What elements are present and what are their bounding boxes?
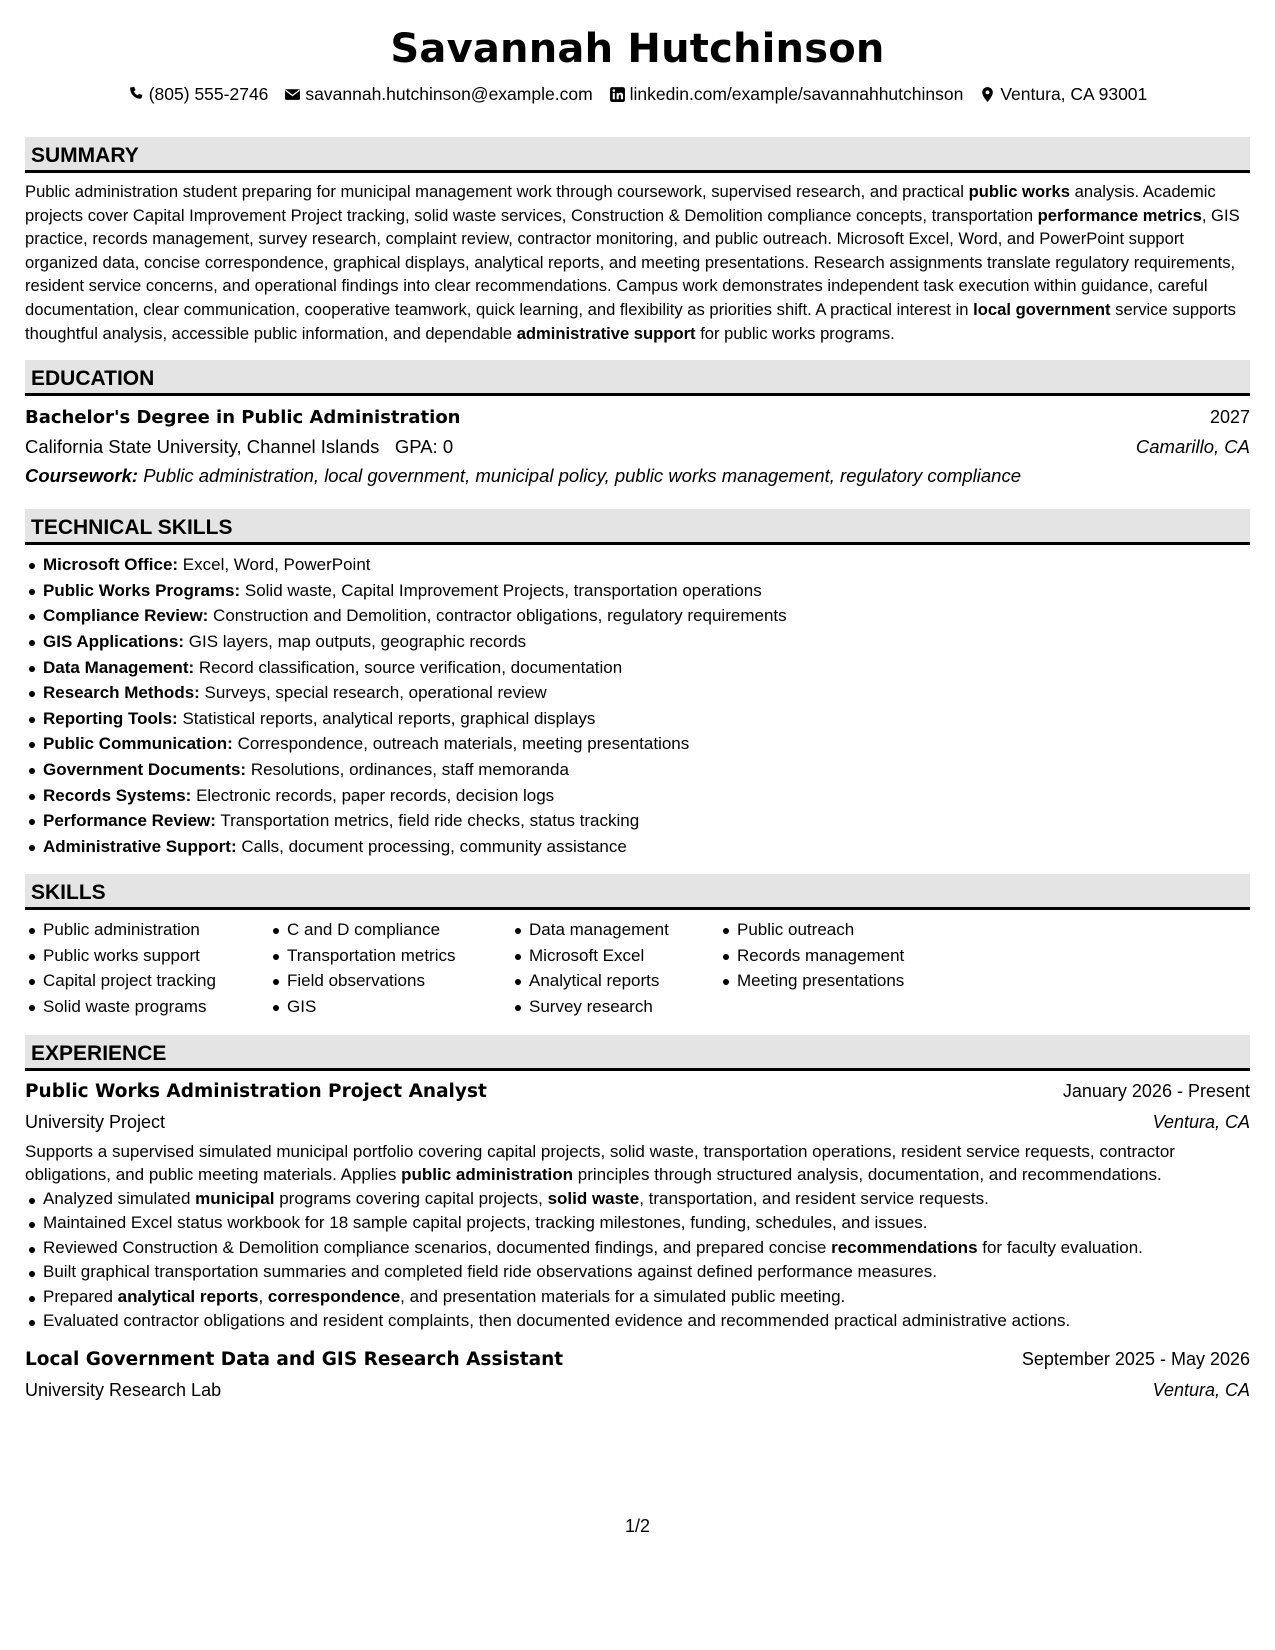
text-run: Evaluated contractor obligations and resident complaints, then documented evidence and recommended practical administrative actions. [43, 1311, 1071, 1331]
text-run: Analyzed simulated [43, 1188, 196, 1208]
technical-skill-item [43, 680, 1250, 706]
emphasis-text: correspondence [267, 1286, 401, 1306]
job-bullet [43, 1309, 1250, 1334]
skill-item: Public administration [43, 917, 269, 943]
technical-skill-item [43, 834, 1250, 860]
text-run: for public works programs. [695, 323, 895, 343]
contact-phone [128, 82, 269, 106]
candidate-name: Savannah Hutchinson [390, 26, 885, 72]
summary-text [25, 180, 1250, 345]
job-description [25, 1140, 1250, 1187]
skill-category: Research Methods: [43, 683, 200, 703]
skill-category: Government Documents: [43, 759, 247, 779]
school-name: California State University, Channel Islands [25, 436, 380, 458]
envelope-icon [284, 86, 301, 103]
skill-item: Records management [737, 943, 937, 969]
skill-details: Record classification, source verification, documentation [194, 657, 623, 677]
text-run: service supports thoughtful analysis, accessible public information, and dependable [25, 299, 1236, 343]
skill-item: Analytical reports [529, 968, 719, 994]
skill-category: Microsoft Office: [43, 555, 179, 575]
emphasis-text: administrative support [516, 323, 696, 343]
skill-item: Survey research [529, 994, 719, 1020]
school-location: Camarillo, CA [1135, 436, 1250, 458]
technical-skill-item [43, 706, 1250, 732]
emphasis-text: local government [973, 299, 1111, 319]
skill-category: Compliance Review: [43, 606, 209, 626]
job-location: Ventura, CA [1152, 1111, 1250, 1132]
job-bullet [43, 1187, 1250, 1212]
text-run: Reviewed Construction & Demolition compliance scenarios, documented findings, and prepared concise [43, 1237, 832, 1257]
summary-heading: SUMMARY [25, 137, 1250, 173]
phone-text: (805) 555-2746 [148, 84, 269, 104]
skill-category: Public Works Programs: [43, 580, 241, 600]
text-run: Prepared [43, 1286, 118, 1306]
skill-details: Excel, Word, PowerPoint [178, 555, 371, 575]
gpa: GPA: 0 [394, 436, 454, 458]
emphasis-text: public administration [401, 1165, 574, 1185]
contact-email[interactable] [284, 82, 592, 106]
skill-item: Field observations [287, 968, 511, 994]
text-run: Maintained Excel status workbook for 18 sample capital projects, tracking milestones, funding, schedules, and issues. [43, 1213, 928, 1233]
skill-details: Correspondence, outreach materials, meeting presentations [232, 734, 690, 754]
skill-item: GIS [287, 994, 511, 1020]
text-run: , and presentation materials for a simulated public meeting. [400, 1286, 846, 1306]
contact-linkedin[interactable] [609, 82, 964, 106]
linkedin-icon [609, 86, 626, 103]
job-location: Ventura, CA [1152, 1379, 1250, 1400]
coursework [25, 461, 1250, 490]
emphasis-text: analytical reports [117, 1286, 259, 1306]
skill-details: Surveys, special research, operational review [199, 683, 547, 703]
resume-page [25, 0, 1250, 1650]
education-entry [25, 403, 1250, 490]
skill-category: Performance Review: [43, 811, 216, 831]
graduation-year: 2027 [1209, 407, 1250, 428]
coursework-list: Public administration, local government, municipal policy, public works management, regulatory compliance [143, 465, 1022, 487]
text-run: , GIS practice, records management, survey research, complaint review, contractor monitoring, and public outreach. Microsoft Excel, Word, and PowerPoint support organized data, concise correspondence, graphical displays, analytical reports, and meeting presentations. Research assignments translate regulatory requirements, resident service concerns, and operational findings into clear recommendations. Campus work demonstrates independent task execution within guidance, careful documentation, clear communication, cooperative teamwork, quick learning, and flexibility as priorities shift. A practical interest in [25, 205, 1240, 319]
job-bullets [25, 1187, 1250, 1334]
job-bullet [43, 1236, 1250, 1261]
text-run: , transportation, and resident service requests. [639, 1188, 989, 1208]
degree: Bachelor's Degree in Public Administration [25, 407, 461, 429]
job-entry [25, 1344, 1250, 1405]
skill-details: Electronic records, paper records, decision logs [191, 785, 555, 805]
text-run: Supports a supervised simulated municipal portfolio covering capital projects, solid waste, transportation operations, resident service requests, contractor obligations, and public meeting materials. Applies [25, 1141, 1175, 1185]
technical-skill-item [43, 731, 1250, 757]
school-line [25, 432, 453, 461]
skill-category: Records Systems: [43, 785, 192, 805]
phone-icon [128, 86, 145, 103]
education-heading: EDUCATION [25, 360, 1250, 396]
map-pin-icon [979, 86, 996, 103]
skill-category: GIS Applications: [43, 631, 185, 651]
job-entry [25, 1076, 1250, 1334]
skill-details: Statistical reports, analytical reports, graphical displays [177, 708, 596, 728]
job-title: Local Government Data and GIS Research Assistant [25, 1348, 564, 1370]
text-run: principles through structured analysis, documentation, and recommendations. [573, 1165, 1162, 1185]
job-org: University Research Lab [25, 1379, 222, 1400]
skills-column [269, 917, 511, 1019]
technical-skill-item [43, 578, 1250, 604]
job-dates: January 2026 - Present [1062, 1080, 1250, 1101]
emphasis-text: solid waste [547, 1188, 640, 1208]
skill-item: Data management [529, 917, 719, 943]
skill-category: Public Communication: [43, 734, 233, 754]
skill-item: C and D compliance [287, 917, 511, 943]
job-title: Public Works Administration Project Analyst [25, 1080, 487, 1102]
skill-details: Transportation metrics, field ride checks, status tracking [215, 811, 640, 831]
linkedin-text: linkedin.com/example/savannahhutchinson [629, 84, 964, 104]
skill-details: Solid waste, Capital Improvement Projects, transportation operations [240, 580, 762, 600]
skill-details: Calls, document processing, community assistance [236, 836, 627, 856]
location-text: Ventura, CA 93001 [1000, 84, 1148, 104]
skills-grid [25, 917, 1250, 1019]
technical-skill-item [43, 603, 1250, 629]
text-run: programs covering capital projects, [274, 1188, 548, 1208]
technical-skill-item [43, 655, 1250, 681]
page-number: 1/2 [624, 1516, 651, 1536]
skill-category: Data Management: [43, 657, 195, 677]
skill-item: Microsoft Excel [529, 943, 719, 969]
emphasis-text: municipal [195, 1188, 275, 1208]
skill-details: Construction and Demolition, contractor obligations, regulatory requirements [208, 606, 787, 626]
text-run: for faculty evaluation. [977, 1237, 1143, 1257]
skills-column [25, 917, 269, 1019]
text-run: Public administration student preparing for municipal management work through coursework, supervised research, and practical [25, 182, 969, 201]
emphasis-text: recommendations [831, 1237, 978, 1257]
contact-bar [25, 82, 1250, 106]
skills-heading: SKILLS [25, 874, 1250, 910]
text-run: Built graphical transportation summaries and completed field ride observations against defined performance measures. [43, 1262, 937, 1282]
skill-details: GIS layers, map outputs, geographic records [184, 631, 527, 651]
skill-item: Meeting presentations [737, 968, 937, 994]
job-bullet [43, 1260, 1250, 1285]
experience-heading: EXPERIENCE [25, 1035, 1250, 1071]
skill-item: Transportation metrics [287, 943, 511, 969]
skill-item: Capital project tracking [43, 968, 269, 994]
technical-skill-item [43, 757, 1250, 783]
technical-skill-item [43, 629, 1250, 655]
job-dates: September 2025 - May 2026 [1021, 1348, 1250, 1369]
job-org: University Project [25, 1111, 166, 1132]
technical-skills-list [25, 552, 1250, 859]
skill-details: Resolutions, ordinances, staff memoranda [246, 759, 569, 779]
emphasis-text: public works [968, 182, 1070, 201]
skill-item: Solid waste programs [43, 994, 269, 1020]
technical-skill-item [43, 808, 1250, 834]
technical-skills-heading: TECHNICAL SKILLS [25, 509, 1250, 545]
text-run: analysis. Academic projects cover Capital Improvement Project tracking, solid waste services, Construction & Demolition compliance concepts, transportation [25, 182, 1216, 225]
email-text: savannah.hutchinson@example.com [305, 84, 593, 104]
coursework-label: Coursework: [25, 465, 139, 487]
job-bullet [43, 1211, 1250, 1236]
job-bullet [43, 1285, 1250, 1310]
skill-category: Administrative Support: [43, 836, 237, 856]
skill-item: Public works support [43, 943, 269, 969]
skill-category: Reporting Tools: [43, 708, 178, 728]
skills-column [511, 917, 719, 1019]
skill-item: Public outreach [737, 917, 937, 943]
contact-location [979, 82, 1147, 106]
technical-skill-item [43, 552, 1250, 578]
text-run: , [258, 1286, 268, 1306]
technical-skill-item [43, 783, 1250, 809]
skills-column [719, 917, 937, 1019]
emphasis-text: performance metrics [1037, 205, 1202, 225]
